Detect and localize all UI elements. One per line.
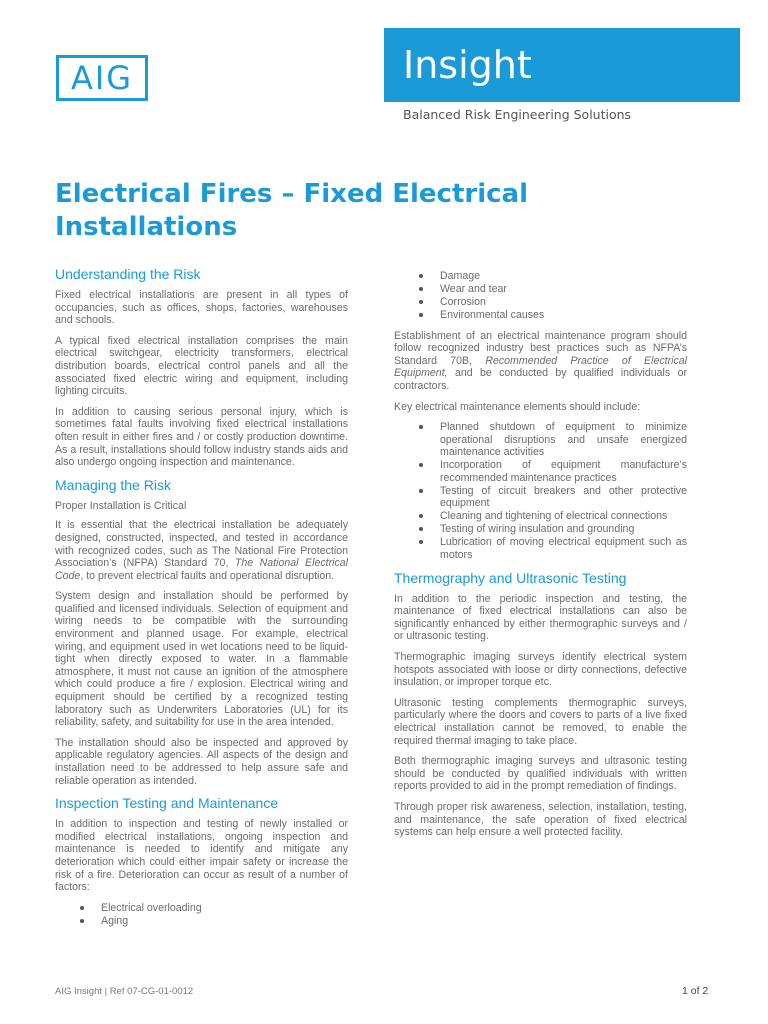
list-item: Electrical overloading bbox=[101, 902, 348, 915]
footer-reference: AIG Insight | Ref 07-CG-01-0012 bbox=[55, 986, 194, 997]
insight-banner bbox=[384, 28, 740, 102]
paragraph: Both thermographic imaging surveys and ultrasonic testing should be conducted by qualified individuals with written reports provided to aid in the prompt remediation of findings. bbox=[394, 755, 687, 793]
heading-managing-risk: Managing the Risk bbox=[55, 476, 171, 493]
paragraph: In addition to the periodic inspection and testing, the maintenance of fixed electrical installations can also be significantly enhanced by either thermographic surveys and / or ultrasonic testing. bbox=[394, 592, 687, 643]
list-item: Incorporation of equipment manufacture’s recommended maintenance practices bbox=[440, 459, 687, 484]
subheading-proper-installation: Proper Installation is Critical bbox=[55, 499, 187, 512]
paragraph: Key electrical maintenance elements should include: bbox=[394, 400, 641, 413]
factor-list bbox=[55, 902, 348, 928]
paragraph: The installation should also be inspected and approved by applicable regulatory agencies. All aspects of the design and installation need to be addressed to help assure safe and reliable operation as intended. bbox=[55, 736, 348, 787]
paragraph: System design and installation should be performed by qualified and licensed individuals. Selection of equipment and wiring needs to be compatible with the surrounding environment and planned usage. For example, electrical wiring, and equipment used in wet locations need to be liquid-tight when directly exposed to water. In a flammable atmosphere, it must not cause an ignition of the atmosphere which could produce a fire / explosion. Electrical wiring and equipment should be certified by a recognized testing laboratory such as Underwriters Laboratories (UL) for its reliability, safety, and suitability for use in the area intended. bbox=[55, 590, 348, 729]
text-run: , to prevent electrical faults and operational disruption. bbox=[80, 569, 335, 582]
heading-inspection-testing: Inspection Testing and Maintenance bbox=[55, 795, 279, 812]
list-item: Wear and tear bbox=[440, 283, 687, 296]
list-item: Corrosion bbox=[440, 296, 687, 309]
insight-subtitle: Balanced Risk Engineering Solutions bbox=[403, 107, 632, 122]
right-column bbox=[394, 270, 687, 847]
insight-title: Insight bbox=[403, 43, 532, 87]
paragraph: Fixed electrical installations are present in all types of occupancies, such as offices, shops, factories, warehouses and schools. bbox=[55, 289, 348, 327]
maintenance-elements-list bbox=[394, 421, 687, 561]
paragraph: In addition to causing serious personal injury, which is sometimes fatal faults involving fixed electrical installations often result in either fires and / or costly production downtime. As a result, installations should follow industry stands aids and also undergo ongoing inspection and maintenance. bbox=[55, 405, 348, 469]
heading-thermography: Thermography and Ultrasonic Testing bbox=[394, 569, 627, 586]
list-item: Damage bbox=[440, 270, 687, 283]
paragraph: A typical fixed electrical installation comprises the main electrical switchgear, electricity transformers, electrical distribution boards, electrical control panels and all the associated fixed electric wiring and equipment, including lighting circuits. bbox=[55, 334, 348, 398]
list-item: Aging bbox=[101, 915, 348, 928]
italic-text: Recommended Practice of Electrical Equipment, bbox=[394, 354, 687, 380]
list-item: Environmental causes bbox=[440, 309, 687, 322]
page-number: 1 of 2 bbox=[682, 985, 709, 997]
list-item: Testing of wiring insulation and grounding bbox=[440, 523, 687, 536]
paragraph bbox=[394, 330, 687, 393]
heading-understanding-risk: Understanding the Risk bbox=[55, 266, 201, 282]
left-column bbox=[55, 266, 348, 935]
text-run: Establishment of an electrical maintenance program should follow recognized industry best practices such as NFPA’s Standard 70B, bbox=[394, 329, 687, 367]
aig-logo: AIG bbox=[56, 55, 148, 101]
list-item: Cleaning and tightening of electrical connections bbox=[440, 510, 687, 523]
text-run: and be conducted by qualified individuals or contractors. bbox=[394, 367, 687, 392]
factor-list-continued bbox=[394, 270, 687, 322]
italic-text: The National Electrical Code bbox=[55, 557, 348, 582]
paragraph: In addition to inspection and testing of newly installed or modified electrical installations, ongoing inspection and maintenance is needed to identify and mitigate any deterioration which could either impair safety or increase the risk of a fire. Deterioration can occur as result of a number of factors: bbox=[55, 818, 348, 894]
paragraph: Thermographic imaging surveys identify electrical system hotspots associated with loose or dirty connections, defective insulation, or improper torque etc. bbox=[394, 650, 687, 689]
paragraph bbox=[55, 519, 348, 582]
list-item: Planned shutdown of equipment to minimize operational disruptions and unsafe energized maintenance activities bbox=[440, 421, 687, 459]
text-run: It is essential that the electrical installation be adequately designed, constructed, inspected, and tested in accordance with recognized codes, such as The National Fire Protection Association’s (NFPA) Standard 70, bbox=[55, 519, 348, 570]
list-item: Lubrication of moving electrical equipment such as motors bbox=[440, 536, 687, 561]
paragraph: Ultrasonic testing complements thermographic surveys, particularly where the doors and covers to parts of a live fixed electrical installation cannot be removed, to enable the required thermal imaging to take place. bbox=[394, 696, 687, 747]
list-item: Testing of circuit breakers and other protective equipment bbox=[440, 484, 687, 510]
paragraph: Through proper risk awareness, selection, installation, testing, and maintenance, the safe operation of fixed electrical systems can help ensure a well protected facility. bbox=[394, 800, 687, 839]
document-title: Electrical Fires – Fixed Electrical Installations bbox=[55, 179, 529, 242]
